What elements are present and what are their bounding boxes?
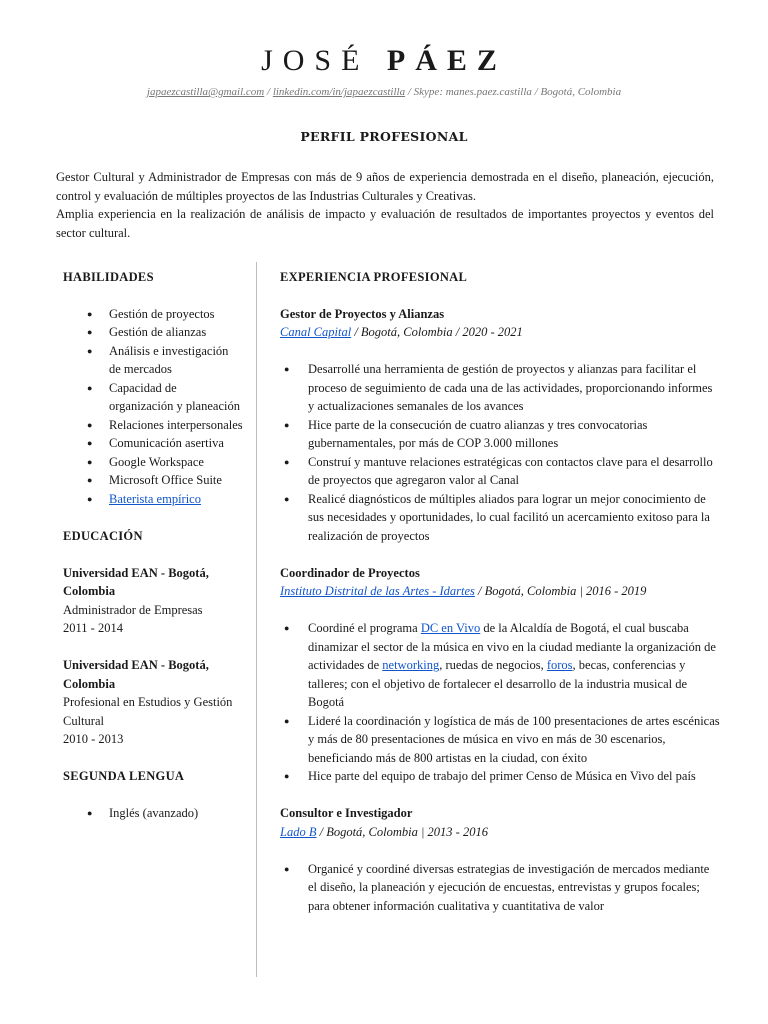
bullet-text: , ruedas de negocios, xyxy=(439,658,547,672)
job-meta xyxy=(280,582,720,601)
list-item: ● Construí y mantuve relaciones estratégicas con contactos clave para el desarrollo de proyectos que agregaron valor al Canal xyxy=(280,453,720,490)
resume-header xyxy=(0,44,768,98)
list-item: ● Análisis e investigación de mercados xyxy=(63,342,243,379)
drummer-link[interactable]: Baterista empírico xyxy=(109,491,201,506)
company-link[interactable]: Canal Capital xyxy=(280,325,352,339)
job-bullets xyxy=(280,860,720,916)
education-years: 2010 - 2013 xyxy=(63,732,124,746)
education-heading: EDUCACIÓN xyxy=(63,528,143,543)
list-item: ● Gestión de alianzas xyxy=(63,323,243,342)
networking-link[interactable]: networking xyxy=(382,658,440,672)
job-entry xyxy=(280,305,720,546)
list-item: ● Lideré la coordinación y logística de más de 100 presentaciones de artes escénicas y más de 80 presentaciones de música en vivo en más de 30 escenarios, beneficiando más de 800 artistas en la ciudad, con éxito xyxy=(280,712,720,768)
list-item: ● Inglés (avanzado) xyxy=(63,804,243,823)
profile-summary xyxy=(56,168,714,242)
job-location-dates: / Bogotá, Colombia | 2016 - 2019 xyxy=(474,584,647,598)
skills-heading: HABILIDADES xyxy=(63,270,154,284)
linkedin-link[interactable]: linkedin.com/in/japaezcastilla xyxy=(272,86,406,98)
list-item: ● Realicé diagnósticos de múltiples aliados para lograr un mejor conocimiento de sus necesidades y oportunidades, lo cual facilitó un acercamiento exitoso para la realización de proyectos xyxy=(280,490,720,546)
list-item: ● Gestión de proyectos xyxy=(63,305,243,324)
company-link[interactable]: Lado B xyxy=(280,824,317,839)
left-column xyxy=(63,268,243,823)
last-name: PÁEZ xyxy=(386,44,507,77)
right-column xyxy=(280,268,720,915)
email-link[interactable]: japaezcastilla@gmail.com xyxy=(146,86,265,98)
list-item: ● Relaciones interpersonales xyxy=(63,416,243,435)
contact-separator: / xyxy=(264,86,273,98)
list-item: ● Organicé y coordiné diversas estrategias de investigación de mercados mediante el diseño, la planeación y ejecución de encuestas, entrevistas y grupos focales; para obtener información cualitativa y cuantitativa de valor xyxy=(280,860,720,916)
list-item: ● Microsoft Office Suite xyxy=(63,471,243,490)
language-heading: SEGUNDA LENGUA xyxy=(63,769,185,783)
job-role: Consultor e Investigador xyxy=(280,806,413,820)
list-item: ● Google Workspace xyxy=(63,453,243,472)
first-name: JOSÉ xyxy=(261,44,370,77)
education-entry xyxy=(63,656,243,749)
bullet-text: de la Alcaldía de Bogotá, el cual buscaba dinamizar el sector de la música en vivo en la ciudad mediante la organización de actividades de xyxy=(308,621,716,672)
skills-list xyxy=(63,305,243,509)
bullet-text: , becas, conferencias y talleres; con el objetivo de fortalecer el desarrollo de la industria musical de Bogotá xyxy=(308,658,688,709)
company-link[interactable]: Instituto Distrital de las Artes - Idartes xyxy=(280,584,475,598)
education-school: Universidad EAN - Bogotá, Colombia xyxy=(63,565,209,598)
job-meta xyxy=(280,323,720,342)
dc-en-vivo-link[interactable]: DC en Vivo xyxy=(420,621,481,635)
job-bullets xyxy=(280,360,720,545)
list-item: ● Hice parte del equipo de trabajo del primer Censo de Música en Vivo del país xyxy=(280,767,720,786)
language-list xyxy=(63,804,243,823)
education-school: Universidad EAN - Bogotá, Colombia xyxy=(63,658,209,691)
list-item: ● Hice parte de la consecución de cuatro alianzas y tres convocatorias gubernamentales, por más de COP 3.000 millones xyxy=(280,416,720,453)
candidate-name xyxy=(0,44,768,78)
job-location-dates: / Bogotá, Colombia / 2020 - 2021 xyxy=(351,325,523,339)
job-role: Gestor de Proyectos y Alianzas xyxy=(280,306,445,321)
list-item: ● Capacidad de organización y planeación xyxy=(63,379,243,416)
education-degree: Administrador de Empresas xyxy=(63,602,203,617)
job-meta xyxy=(280,823,720,842)
job-role: Coordinador de Proyectos xyxy=(280,565,420,580)
contact-details: / Skype: manes.paez.castilla / Bogotá, Colombia xyxy=(405,86,622,98)
job-location-dates: / Bogotá, Colombia | 2013 - 2016 xyxy=(316,824,488,839)
foros-link[interactable]: foros xyxy=(546,658,573,672)
list-item: ● Desarrollé una herramienta de gestión de proyectos y alianzas para facilitar el proceso de seguimiento de cada una de las actividades, proporcionando informes y actualizaciones semanales de los avances xyxy=(280,360,720,416)
education-years: 2011 - 2014 xyxy=(63,621,123,635)
contact-line xyxy=(0,86,768,98)
summary-paragraph-2: Amplia experiencia en la realización de análisis de impacto y evaluación de resultados de importantes proyectos y eventos del sector cultural. xyxy=(56,207,714,240)
education-entry xyxy=(63,564,243,638)
education-degree: Profesional en Estudios y Gestión Cultural xyxy=(63,695,233,728)
job-entry xyxy=(280,564,720,786)
list-item xyxy=(280,619,720,712)
experience-heading: EXPERIENCIA PROFESIONAL xyxy=(280,270,468,284)
bullet-text: Coordiné el programa xyxy=(308,621,421,635)
list-item-link xyxy=(63,490,243,509)
column-divider xyxy=(256,262,257,977)
list-item: ● Comunicación asertiva xyxy=(63,434,243,453)
job-entry xyxy=(280,804,720,915)
summary-paragraph-1: Gestor Cultural y Administrador de Empresas con más de 9 años de experiencia demostrada en el diseño, planeación, ejecución, control y evaluación de múltiples proyectos de las Industrias Culturales y Creativas. xyxy=(56,170,714,203)
profile-heading: PERFIL PROFESIONAL xyxy=(300,129,468,144)
job-bullets xyxy=(280,619,720,786)
